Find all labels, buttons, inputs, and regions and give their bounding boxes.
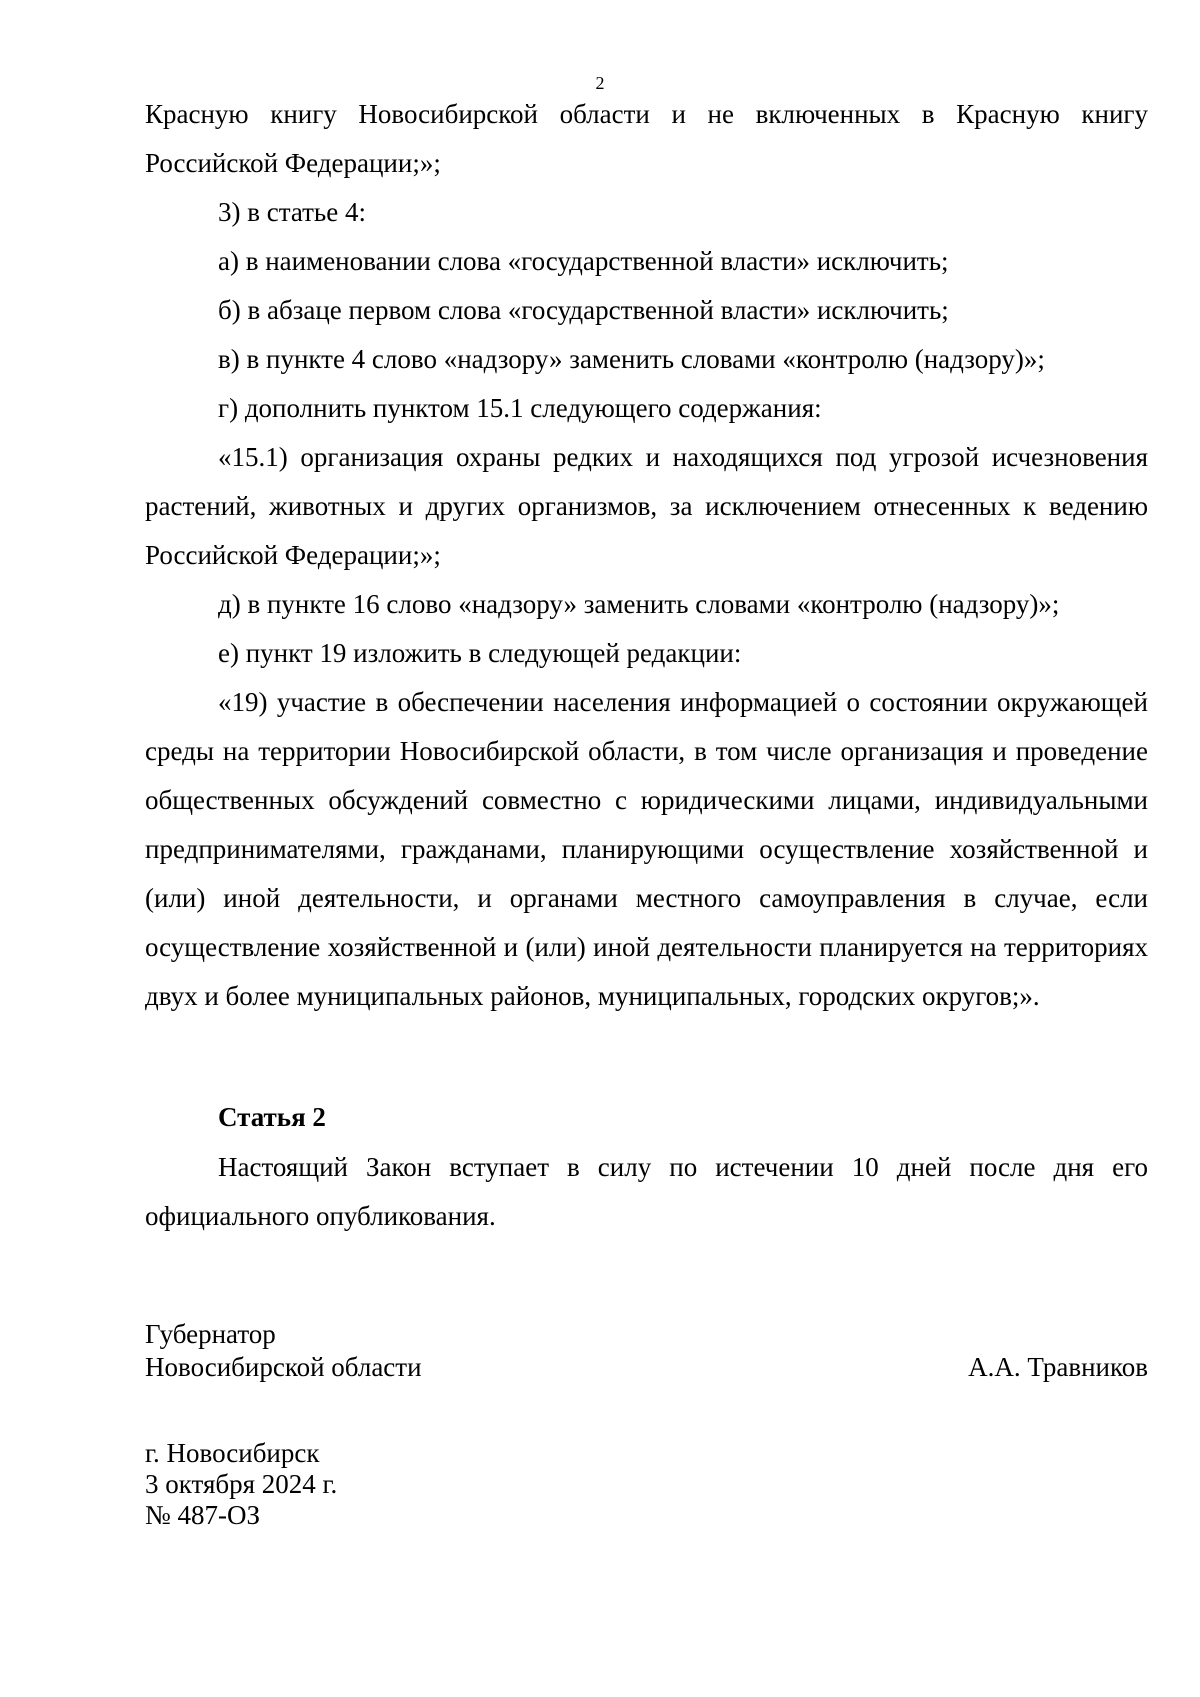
signatory-name: А.А. Травников — [968, 1352, 1148, 1382]
body-paragraph: г) дополнить пунктом 15.1 следующего содержания: — [218, 393, 822, 423]
body-paragraph: е) пункт 19 изложить в следующей редакции: — [218, 638, 742, 668]
body-paragraph: д) в пункте 16 слово «надзору» заменить словами «контролю (надзору)»; — [218, 589, 1060, 619]
amendment-text — [145, 90, 1148, 1021]
article-2-heading: Статья 2 — [218, 1102, 326, 1132]
body-paragraph: 3) в статье 4: — [218, 197, 366, 227]
document-footer — [145, 1438, 337, 1531]
law-number: № 487-ОЗ — [145, 1500, 261, 1530]
body-paragraph: в) в пункте 4 слово «надзору» заменить словами «контролю (надзору)»; — [218, 344, 1045, 374]
body-paragraph: «15.1) организация охраны редких и находящихся под угрозой исчезновения растений, животных и других организмов, за исключением отнесенных к ведению Российской Федерации;»; — [145, 442, 1148, 570]
body-paragraph: а) в наименовании слова «государственной власти» исключить; — [218, 246, 949, 276]
body-paragraph: б) в абзаце первом слова «государственной власти» исключить; — [218, 295, 949, 325]
signature-block — [145, 1318, 1148, 1384]
issue-date: 3 октября 2024 г. — [145, 1469, 338, 1499]
article-2-paragraph: Настоящий Закон вступает в силу по истечении 10 дней после дня его официального опубликования. — [145, 1152, 1148, 1231]
signatory-title-line2: Новосибирской области — [145, 1352, 422, 1382]
article-2-body — [145, 1143, 1148, 1241]
signatory-title-line1: Губернатор — [145, 1319, 276, 1349]
page-number: 2 — [595, 73, 605, 93]
issue-city: г. Новосибирск — [145, 1438, 320, 1468]
body-paragraph: «19) участие в обеспечении населения информацией о состоянии окружающей среды на территории Новосибирской области, в том числе организация и проведение общественных обсуждений совместно с юридическими лицами, индивидуальными предпринимателями, гражданами, планирующими осуществление хозяйственной и (или) иной деятельности, и органами местного самоуправления в случае, если осуществление хозяйственной и (или) иной деятельности планируется на территориях двух и более муниципальных районов, муниципальных, городских округов;». — [145, 687, 1148, 1011]
body-paragraph: Красную книгу Новосибирской области и не включенных в Красную книгу Российской Федерации;»; — [145, 99, 1148, 178]
